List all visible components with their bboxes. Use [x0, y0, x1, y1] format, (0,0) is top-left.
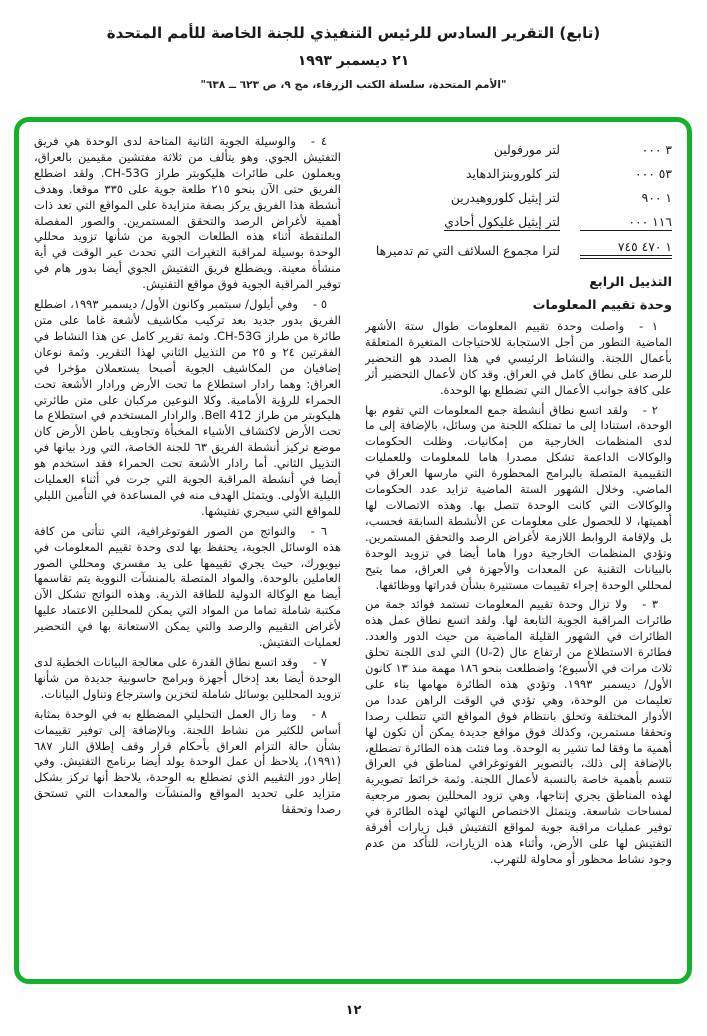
table-cell-label: لتر إيثيل غليكول أحادي: [444, 214, 560, 229]
paragraph-7: [34, 655, 341, 703]
paragraph-text: واصلت وحدة تقييم المعلومات طوال ستة الأشهر الماضية التطور من أجل الاستجابة للاحتياجات المتغيرة المتعلقة بأعمال اللجنة. والنشاط الرئيسي في هذا الصدد هو التحضير للرصد على نطاق كامل في العراق. وقد كان لأعمال التحضير أثر على كافة جوانب الأعمال التي تضطلع بها الوحدة.: [365, 319, 672, 397]
content-border-box: [14, 117, 692, 984]
table-cell-label: لتر إيثيل كلوروهيدرين: [450, 190, 560, 205]
table-cell-value: ٣ ٠٠٠: [641, 142, 672, 157]
table-cell-label: لتر مورفولين: [493, 142, 560, 157]
paragraph-4: [34, 134, 341, 293]
paragraph-text: وقد اتسع نطاق القدرة على معالجة البيانات الخطية لدى الوحدة أيضا بعد إدخال أجهزة وبرامج حاسوبية جديدة من شأنها تزويد المحللين بوسائل شاملة لتخزين واسترجاع وتناول البيانات.: [34, 655, 341, 701]
page-number: ١٢: [345, 1003, 362, 1018]
table-cell-total-value: ١ ٤٧٠ ٧٤٥: [580, 240, 672, 259]
paragraph-text: والنواتج من الصور الفوتوغرافية، التي تتأتى من كافة هذه الوسائل الجوية، يحتفظ بها لدى وحدة تقييم المعلومات في نيويورك، حيث يجري تقييمها على يد مفسري ومحللي الصور العاملين بالوحدة. والمواد المتصلة بالمنشآت النووية يتم تقاسمها أيضا مع الوكالة الدولية للطاقة الذرية. وهذه النواتج تشكل الآن مكتبة شاملة تماما من المواد التي يمكن للمحللين الاعتماد عليها لأغراض التقييم والرصد والتي يمكن الاستعانة بها في التحضير لعمليات التفتيش.: [34, 523, 341, 650]
paragraph-number: ٦ -: [310, 523, 328, 538]
appendix-subtitle: وحدة تقييم المعلومات: [532, 298, 672, 313]
table-row: [365, 210, 672, 235]
paragraph-number: ٥ -: [312, 297, 327, 312]
paragraph-text: ولا تزال وحدة تقييم المعلومات تستمد فوائد جمة من طائرات المراقبة الجوية التابعة لها. ولقد اتسع نطاق عمل هذه الطائرات في الشهور القليلة الماضية من حيث الدور والعدد. فطائرة الاستطلاع من ارتفاع عال (U-2) التي لدى اللجنة تحلق ثلاث مرات في الأسبوع؛ واضطلعت بنحو ١٨٦ مهمة منذ ١٣ كانون الأول/ ديسمبر ١٩٩٣. وتؤدي هذه الطائرة مهامها بناء على تعليمات من الوحدة، وهي تؤدي في الوقت الراهن عددا من الأدوار المختلفة وتحلق بانتظام فوق المواقع التي تتطلب رصدا وتحققا مستمرين، وكذلك فوق مواقع جديدة يمكن أن تكون لها أهمية ما وفقا لما تشير به الوحدة. وما فتئت هذه الطائرة تضطلع، بالإضافة إلى ذلك، بالتصوير الفوتوغرافي لمناطق في العراق تتسم بأهمية خاصة بالنسبة لأعمال اللجنة. وثمة خرائط تصويرية لهذه المناطق يجري إنتاجها، وهي تزود المحللين بصور مرجعية لمساحات شاسعة. ويتمثل الاختصاص النهائي لهذه الطائرة في توفير عمليات مراقبة جوية لمواقع التفتيش قبل زيارات أفرقة التفتيش لها على الأرض، وأثناء هذه الزيارات، للتأكد من عدم وجود نشاط محظور أو محاولة للتهرب.: [365, 597, 672, 866]
table-row-total: [365, 235, 672, 263]
column-left: [34, 134, 341, 969]
paragraph-number: ٨ -: [311, 706, 327, 721]
document-date: ٢١ ديسمبر ١٩٩٣: [297, 53, 410, 69]
table-cell-value: ١ ٩٠٠: [641, 190, 672, 205]
two-column-layout: [34, 134, 672, 969]
table-cell-total-label: لترا مجموع السلائف التي تم تدميرها: [375, 243, 560, 258]
document-title: (تابع) التقرير السادس للرئيس التنفيذي للجنة الخاصة للأمم المتحدة: [106, 24, 601, 42]
appendix-title: التذييل الرابع: [589, 275, 672, 290]
paragraph-number: ٢ -: [642, 402, 658, 417]
table-row: [365, 138, 672, 162]
paragraph-number: ٧ -: [312, 655, 327, 669]
document-header: [0, 0, 707, 91]
paragraph-text: والوسيلة الجوية الثانية المتاحة لدى الوحدة هي فريق التفتيش الجوي. وهو يتألف من ثلاثة مفتشين مقيمين بالعراق، ويعملون على طائرات هليكوبتر طراز CH-53G. ولقد اضطلع الفريق حتى الآن بنحو ٢١٥ طلعة جوية على ٣٣٥ موقعا. وهدف أنشطة هذا الفريق يركز بصفة متزايدة على المواقع التي تعد ذات أهمية لأغراض الرصد والتحقق المستمرين. والصور المفصلة الملتقطة أثناء هذه الطلعات الجوية من شأنها تزويد محللي الوحدة بوسيلة لمراقبة التغيرات التي تحدث عبر الوقت في أية منشأة معينة. ويضطلع فريق التفتيش الجوي أيضا بدور هام في توفير المراقبة الجوية فوق مواقع التفتيش.: [34, 134, 341, 292]
paragraph-6: [34, 524, 341, 651]
document-source-citation: "الأمم المتحدة، سلسلة الكتب الزرقاء، مج ٩، ص ٦٢٣ ــ ٦٣٨": [200, 79, 507, 91]
precursors-table: [365, 138, 672, 263]
paragraph-number: ١ -: [639, 319, 658, 333]
paragraph-2: [365, 403, 672, 594]
paragraph-3: [365, 597, 672, 867]
table-cell-label: لتر كلوروبنزالدهايد: [466, 166, 560, 181]
paragraph-number: ٣ -: [642, 597, 658, 612]
table-row: [365, 162, 672, 186]
column-right: [365, 134, 672, 969]
table-row: [365, 186, 672, 210]
paragraph-text: وفي أيلول/ سبتمبر وكانون الأول/ ديسمبر ١٩٩٣، اضطلع الفريق بدور جديد بعد تركيب مكاشيف لأشعة غاما على متن طائرة من طراز CH-53G. وثمة تقرير كامل عن هذا النشاط في الفقرتين ٢٤ و ٢٥ من التذييل الثاني لهذا التقرير. وثمة نوعان إضافيان من المكاشيف الجوية أصبحا يستعملان مؤخرا في العراق: وهما رادار استطلاع ما تحت الأرض ورادار الأشعة تحت الحمراء للرؤية الأمامية. وكلا النوعين مركبان على متن طائرتي هليكوبتر من طراز Bell 412. والرادار المستخدم في استطلاع ما تحت الأرض لاكتشاف الأشياء المخبأة وتجاويف باطن الأرض كان موضع تركيز أنشطة الفريق ٦٣ للجنة الخاصة، التي ورد بيانها في التذييل الثاني. أما رادار الأشعة تحت الحمراء فقد استخدم هو أيضا في أنشطة المراقبة الجوية التي جرت في أثناء العمليات الليلية الأولى. ويتمثل الهدف منه في المساعدة في التأمين الليلي للمواقع التي سيجري تفتيشها.: [34, 297, 341, 518]
paragraph-text: ولقد اتسع نطاق أنشطة جمع المعلومات التي تقوم بها الوحدة، استنادا إلى ما تمتلكه اللجنة من وسائل، بالإضافة إلى ما لدى المنظمات الخارجية من إمكانيات. وظلت الحكومات والوكالات الداعمة تشكل مصدرا هاما للمعلومات وللعمليات التقييمية المتصلة بالبرامج المحظورة التي مارسها العراق في الماضي. وخلال الشهور الستة الماضية تزايد عدد الحكومات والوكالات التي كانت الوحدة تتصل بها. وهذه الاتصالات لها أهميتها، لا للحصول على معلومات عن الأنشطة السابقة فحسب، بل ولإقامة الروابط اللازمة لأغراض الرصد والتحقق المستمرين. وتؤدي المنظمات الخارجية دورا هاما أيضا في تزويد الوحدة بالبيانات التقنية عن المعدات والأجهزة في العراق، مما يتيح لمحللي الوحدة إجراء تقييمات مستنيرة بشأن قدراتها ووظائفها.: [365, 402, 672, 592]
paragraph-8: [34, 707, 341, 818]
paragraph-number: ٤ -: [310, 134, 328, 148]
table-cell-value: ١١٦ ٠٠٠: [580, 215, 672, 231]
paragraph-1: [365, 319, 672, 399]
paragraph-text: وما زال العمل التحليلي المضطلع به في الوحدة بمثابة أساس للكثير من نشاط اللجنة. وبالإضافة إلى توفير تقييمات بشأن حالة التزام العراق بأحكام قرار وقف إطلاق النار ٦٨٧ (١٩٩١)، يلاحظ أن عمل الوحدة يولد أيضا برنامج التفتيش. وفي إطار دور التقييم الذي تضطلع به الوحدة، يلاحظ أنها تركز بشكل متزايد على تحديد المواقع والمنشآت والمعدات التي تستحق رصدا وتحققا: [34, 706, 341, 817]
paragraph-5: [34, 297, 341, 520]
table-cell-value: ٥٣ ٠٠٠: [635, 166, 672, 181]
